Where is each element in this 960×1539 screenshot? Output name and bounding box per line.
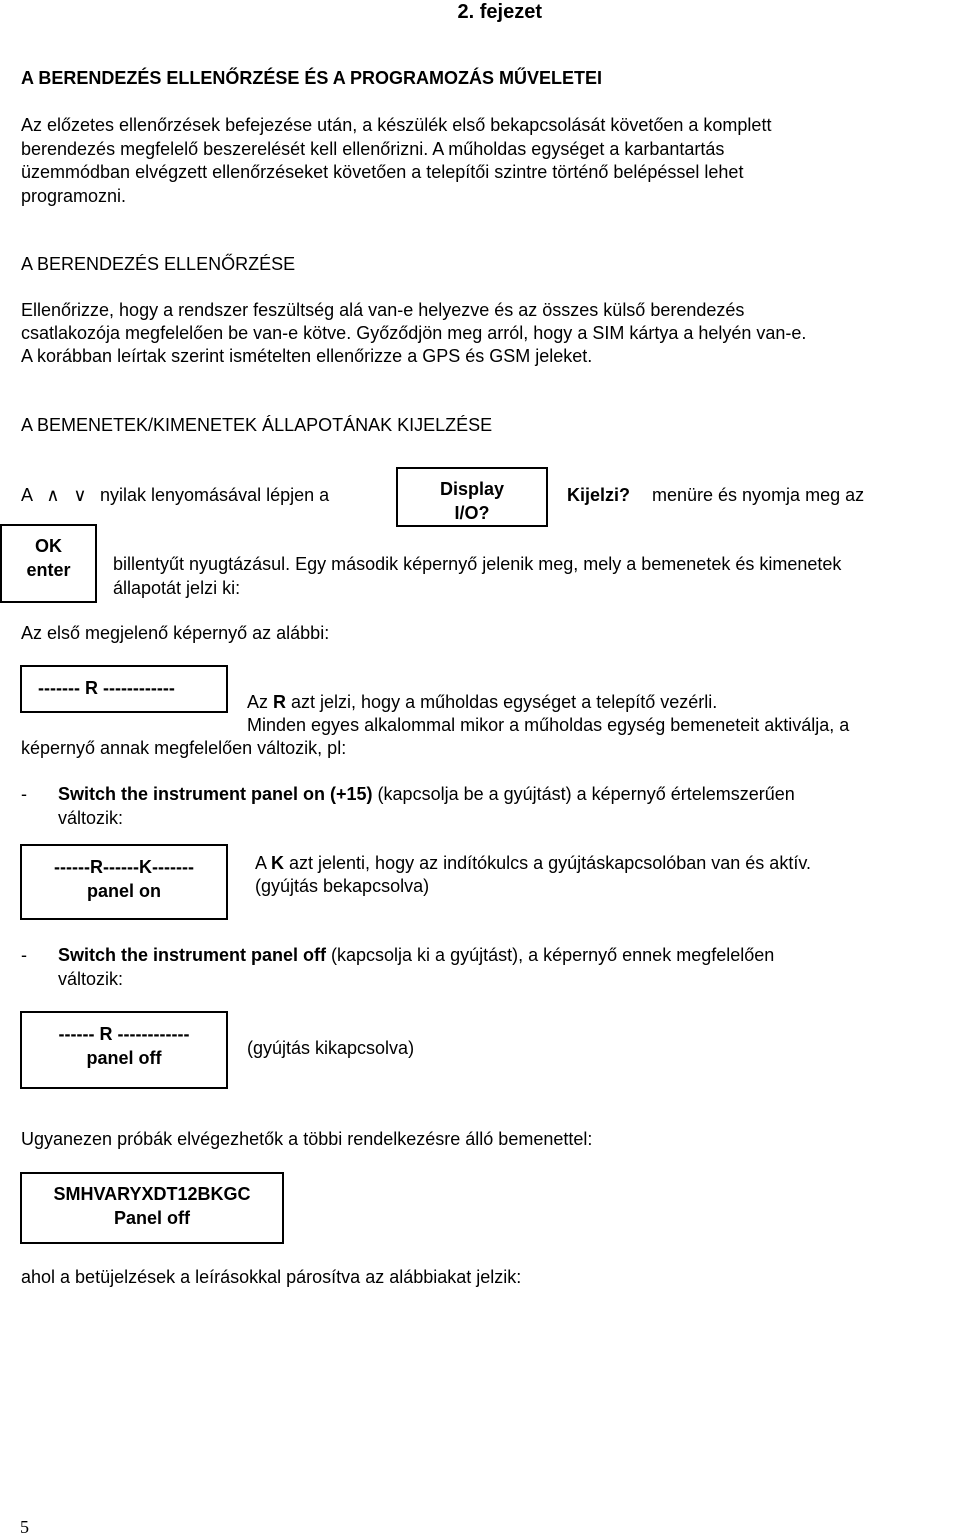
io-instruction-a: A <box>21 485 34 505</box>
check-line-3: A korábban leírtak szerint ismételten ellenőrizze a GPS és GSM jeleket. <box>21 346 593 366</box>
letters-description: ahol a betüjelzések a leírásokkal párosítva az alábbiakat jelzik: <box>21 1267 522 1287</box>
panel-on-box-line-1: ------R------K------- <box>54 857 194 877</box>
panel-on-box-line-2: panel on <box>86 881 161 901</box>
page-number: 5 <box>20 1517 29 1537</box>
panel-off-box <box>20 1011 228 1089</box>
intro-line-1: Az előzetes ellenőrzések befejezése után, a készülék első bekapcsolását követően a komplett <box>21 115 772 135</box>
panel-on-line-2: változik: <box>58 808 124 828</box>
ok-enter-box <box>0 524 97 603</box>
kijelzi-label: Kijelzi? <box>567 485 631 505</box>
inputs-box-line-2: Panel off <box>113 1208 190 1228</box>
panel-off-instruction: Switch the instrument panel off (kapcsolja ki a gyújtást), a képernyő ennek megfelelően <box>58 945 775 965</box>
chapter-heading: 2. fejezet <box>457 1 542 23</box>
panel-off-box-line-2: panel off <box>86 1048 162 1068</box>
screen-r-description: Az R azt jelzi, hogy a műholdas egységet a telepítő vezérli. <box>247 692 718 712</box>
ok-enter-line-2: enter <box>26 560 71 580</box>
check-title: A BERENDEZÉS ELLENŐRZÉSE <box>21 254 296 274</box>
inputs-box-line-1: SMHVARYXDT12BKGC <box>53 1184 251 1204</box>
panel-on-box <box>20 844 228 920</box>
list-dash-on: - <box>21 784 27 804</box>
io-instruction-c: menüre és nyomja meg az <box>652 485 865 505</box>
check-line-2: csatlakozója megfelelően be van-e kötve. Győződjön meg arról, hogy a SIM kártya a helyén van-e. <box>21 323 807 343</box>
list-dash-off: - <box>21 945 27 965</box>
panel-on-description-2: (gyújtás bekapcsolva) <box>255 876 430 896</box>
intro-line-2: berendezés megfelelő beszerelését kell ellenőrizni. A műholdas egységet a karbantartás <box>21 139 725 159</box>
panel-on-description: A K azt jelenti, hogy az indítókulcs a gyújtáskapcsolóban van és aktív. <box>255 853 811 873</box>
screen-r-line-3: képernyő annak megfelelően változik, pl: <box>21 738 347 758</box>
display-io-line-2: I/O? <box>454 503 490 523</box>
up-arrow-icon: ∧ <box>46 485 60 505</box>
io-title: A BEMENETEK/KIMENETEK ÁLLAPOTÁNAK KIJELZÉSE <box>21 415 493 435</box>
io-instruction-line-3: állapotát jelzi ki: <box>113 578 241 598</box>
screen-r-text: ------- R ------------ <box>38 678 175 698</box>
display-io-line-1: Display <box>439 479 505 499</box>
display-io-box <box>396 467 548 527</box>
io-instruction-line-2: billentyűt nyugtázásul. Egy második képernyő jelenik meg, mely a bemenetek és kimenetek <box>113 554 842 574</box>
io-instruction-b: nyilak lenyomásával lépjen a <box>100 485 330 505</box>
intro-line-4: programozni. <box>21 186 127 206</box>
down-arrow-icon: ∨ <box>73 485 87 505</box>
inputs-box <box>20 1172 284 1244</box>
first-screen-label: Az első megjelenő képernyő az alábbi: <box>21 623 330 643</box>
other-inputs-line: Ugyanezen próbák elvégezhetők a többi rendelkezésre álló bemenettel: <box>21 1129 593 1149</box>
panel-on-instruction: Switch the instrument panel on (+15) (kapcsolja be a gyújtást) a képernyő értelemszerűen <box>58 784 795 804</box>
panel-off-box-line-1: ------ R ------------ <box>58 1024 190 1044</box>
screen-r-box <box>20 665 228 713</box>
panel-off-description: (gyújtás kikapcsolva) <box>247 1038 415 1058</box>
ok-enter-line-1: OK <box>35 536 62 556</box>
main-title: A BERENDEZÉS ELLENŐRZÉSE ÉS A PROGRAMOZÁS MŰVELETEI <box>21 68 603 88</box>
check-line-1: Ellenőrizze, hogy a rendszer feszültség alá van-e helyezve és az összes külső berendezés <box>21 300 745 320</box>
panel-off-line-2: változik: <box>58 969 124 989</box>
intro-line-3: üzemmódban elvégzett ellenőrzéseket követően a telepítői szintre történő belépéssel lehet <box>21 162 744 182</box>
screen-r-line-2: Minden egyes alkalommal mikor a műholdas egység bemeneteit aktiválja, a <box>247 715 850 735</box>
